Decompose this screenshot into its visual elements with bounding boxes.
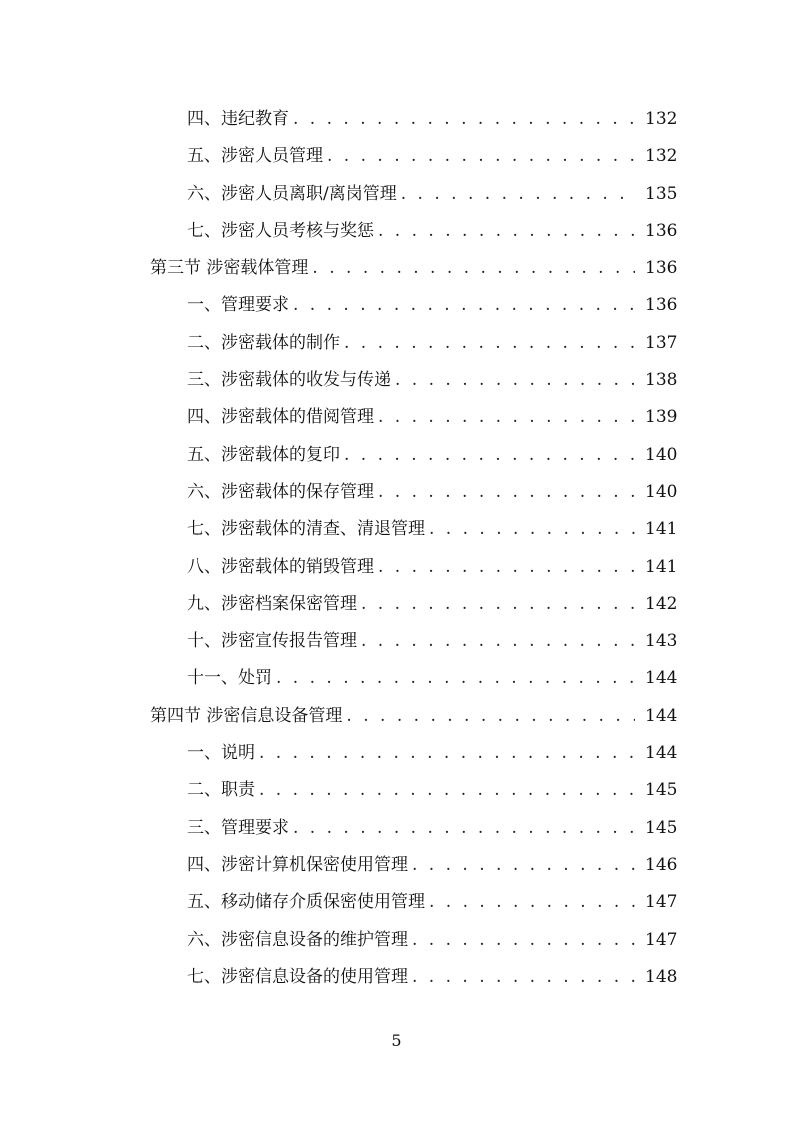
toc-entry-title: 四、违纪教育 [187,109,289,129]
toc-leader-dots [378,474,635,511]
toc-entry-title: 五、涉密人员管理 [187,146,323,167]
toc-entry-page: 146 [645,854,678,875]
toc-leader-dots [378,549,635,586]
toc-entry-title: 十、涉密宣传报告管理 [187,631,357,652]
toc-leader-dots [346,698,635,735]
toc-entry-title: 四、涉密载体的借阅管理 [187,407,374,428]
toc-entry [150,138,678,175]
toc-entry-title: 七、涉密载体的清查、清退管理 [187,519,425,540]
toc-entry [150,810,678,847]
toc-entry-page: 140 [645,481,678,502]
table-of-contents [150,101,678,996]
toc-entry-page: 136 [645,295,678,316]
toc-entry-title: 一、说明 [187,743,255,764]
toc-entry-page: 138 [645,370,678,391]
toc-entry [150,586,678,623]
toc-entry [150,213,678,250]
toc-entry-title: 六、涉密信息设备的维护管理 [187,929,408,950]
toc-entry-page: 132 [645,146,678,167]
toc-entry-page: 145 [645,817,678,838]
toc-entry-page: 145 [645,780,678,801]
toc-entry-title: 七、涉密信息设备的使用管理 [187,966,408,987]
toc-entry [150,884,678,921]
toc-entry [150,847,678,884]
toc-entry-page: 147 [645,929,678,950]
toc-entry-title: 二、涉密载体的制作 [187,332,340,353]
toc-entry [150,474,678,511]
toc-leader-dots [412,847,635,884]
toc-entry-title: 三、管理要求 [187,817,289,838]
toc-entry [150,922,678,959]
toc-entry-title: 三、涉密载体的收发与传递 [187,370,391,391]
toc-entry-title: 九、涉密档案保密管理 [187,593,357,614]
toc-entry [150,511,678,548]
toc-entry [150,176,678,213]
toc-section-entry [150,250,678,287]
toc-entry-page: 143 [645,631,678,652]
toc-leader-dots [293,287,635,324]
toc-entry-page: 147 [645,892,678,913]
toc-leader-dots [293,101,635,138]
toc-leader-dots [395,362,635,399]
toc-entry [150,735,678,772]
toc-leader-dots [276,660,635,697]
toc-leader-dots [312,250,635,287]
toc-entry-title: 第三节 涉密载体管理 [150,258,309,279]
toc-entry-page: 136 [645,258,678,279]
toc-entry-page: 148 [645,966,678,987]
page-number: 5 [391,1031,402,1050]
toc-entry [150,325,678,362]
toc-entry-page: 141 [645,519,678,540]
toc-entry [150,959,678,996]
toc-leader-dots [412,959,635,996]
toc-entry [150,623,678,660]
toc-entry-title: 五、移动储存介质保密使用管理 [187,892,425,913]
toc-entry-title: 第四节 涉密信息设备管理 [150,705,343,726]
toc-entry-page: 142 [645,593,678,614]
toc-entry-title: 二、职责 [187,780,255,801]
toc-entry-page: 136 [645,220,678,241]
toc-leader-dots [412,922,635,959]
toc-leader-dots [344,437,635,474]
toc-entry [150,399,678,436]
toc-leader-dots [259,735,635,772]
toc-entry-title: 八、涉密载体的销毁管理 [187,556,374,577]
toc-leader-dots [401,176,635,213]
toc-leader-dots [361,623,635,660]
toc-entry [150,362,678,399]
toc-leader-dots [378,399,635,436]
toc-entry-page: 135 [645,183,678,204]
toc-leader-dots [293,810,635,847]
toc-entry [150,287,678,324]
toc-entry-title: 六、涉密载体的保存管理 [187,481,374,502]
toc-leader-dots [378,213,635,250]
toc-entry [150,101,678,138]
toc-entry-title: 六、涉密人员离职/离岗管理 [187,183,397,204]
toc-entry-title: 一、管理要求 [187,295,289,316]
toc-entry-page: 144 [645,743,678,764]
toc-entry-page: 140 [645,444,678,465]
toc-entry-title: 五、涉密载体的复印 [187,444,340,465]
toc-entry [150,772,678,809]
toc-leader-dots [344,325,635,362]
toc-section-entry [150,698,678,735]
toc-entry-title: 四、涉密计算机保密使用管理 [187,854,408,875]
toc-entry-title: 七、涉密人员考核与奖惩 [187,220,374,241]
toc-leader-dots [361,586,635,623]
toc-entry-page: 144 [645,668,678,689]
toc-leader-dots [429,884,635,921]
toc-entry-page: 132 [645,109,678,129]
toc-entry [150,549,678,586]
toc-entry [150,437,678,474]
toc-leader-dots [259,772,635,809]
toc-entry-page: 137 [645,332,678,353]
toc-entry-title: 十一、处罚 [187,668,272,689]
toc-entry-page: 141 [645,556,678,577]
toc-leader-dots [327,138,635,175]
toc-leader-dots [429,511,635,548]
toc-entry [150,660,678,697]
toc-entry-page: 139 [645,407,678,428]
toc-entry-page: 144 [645,705,678,726]
